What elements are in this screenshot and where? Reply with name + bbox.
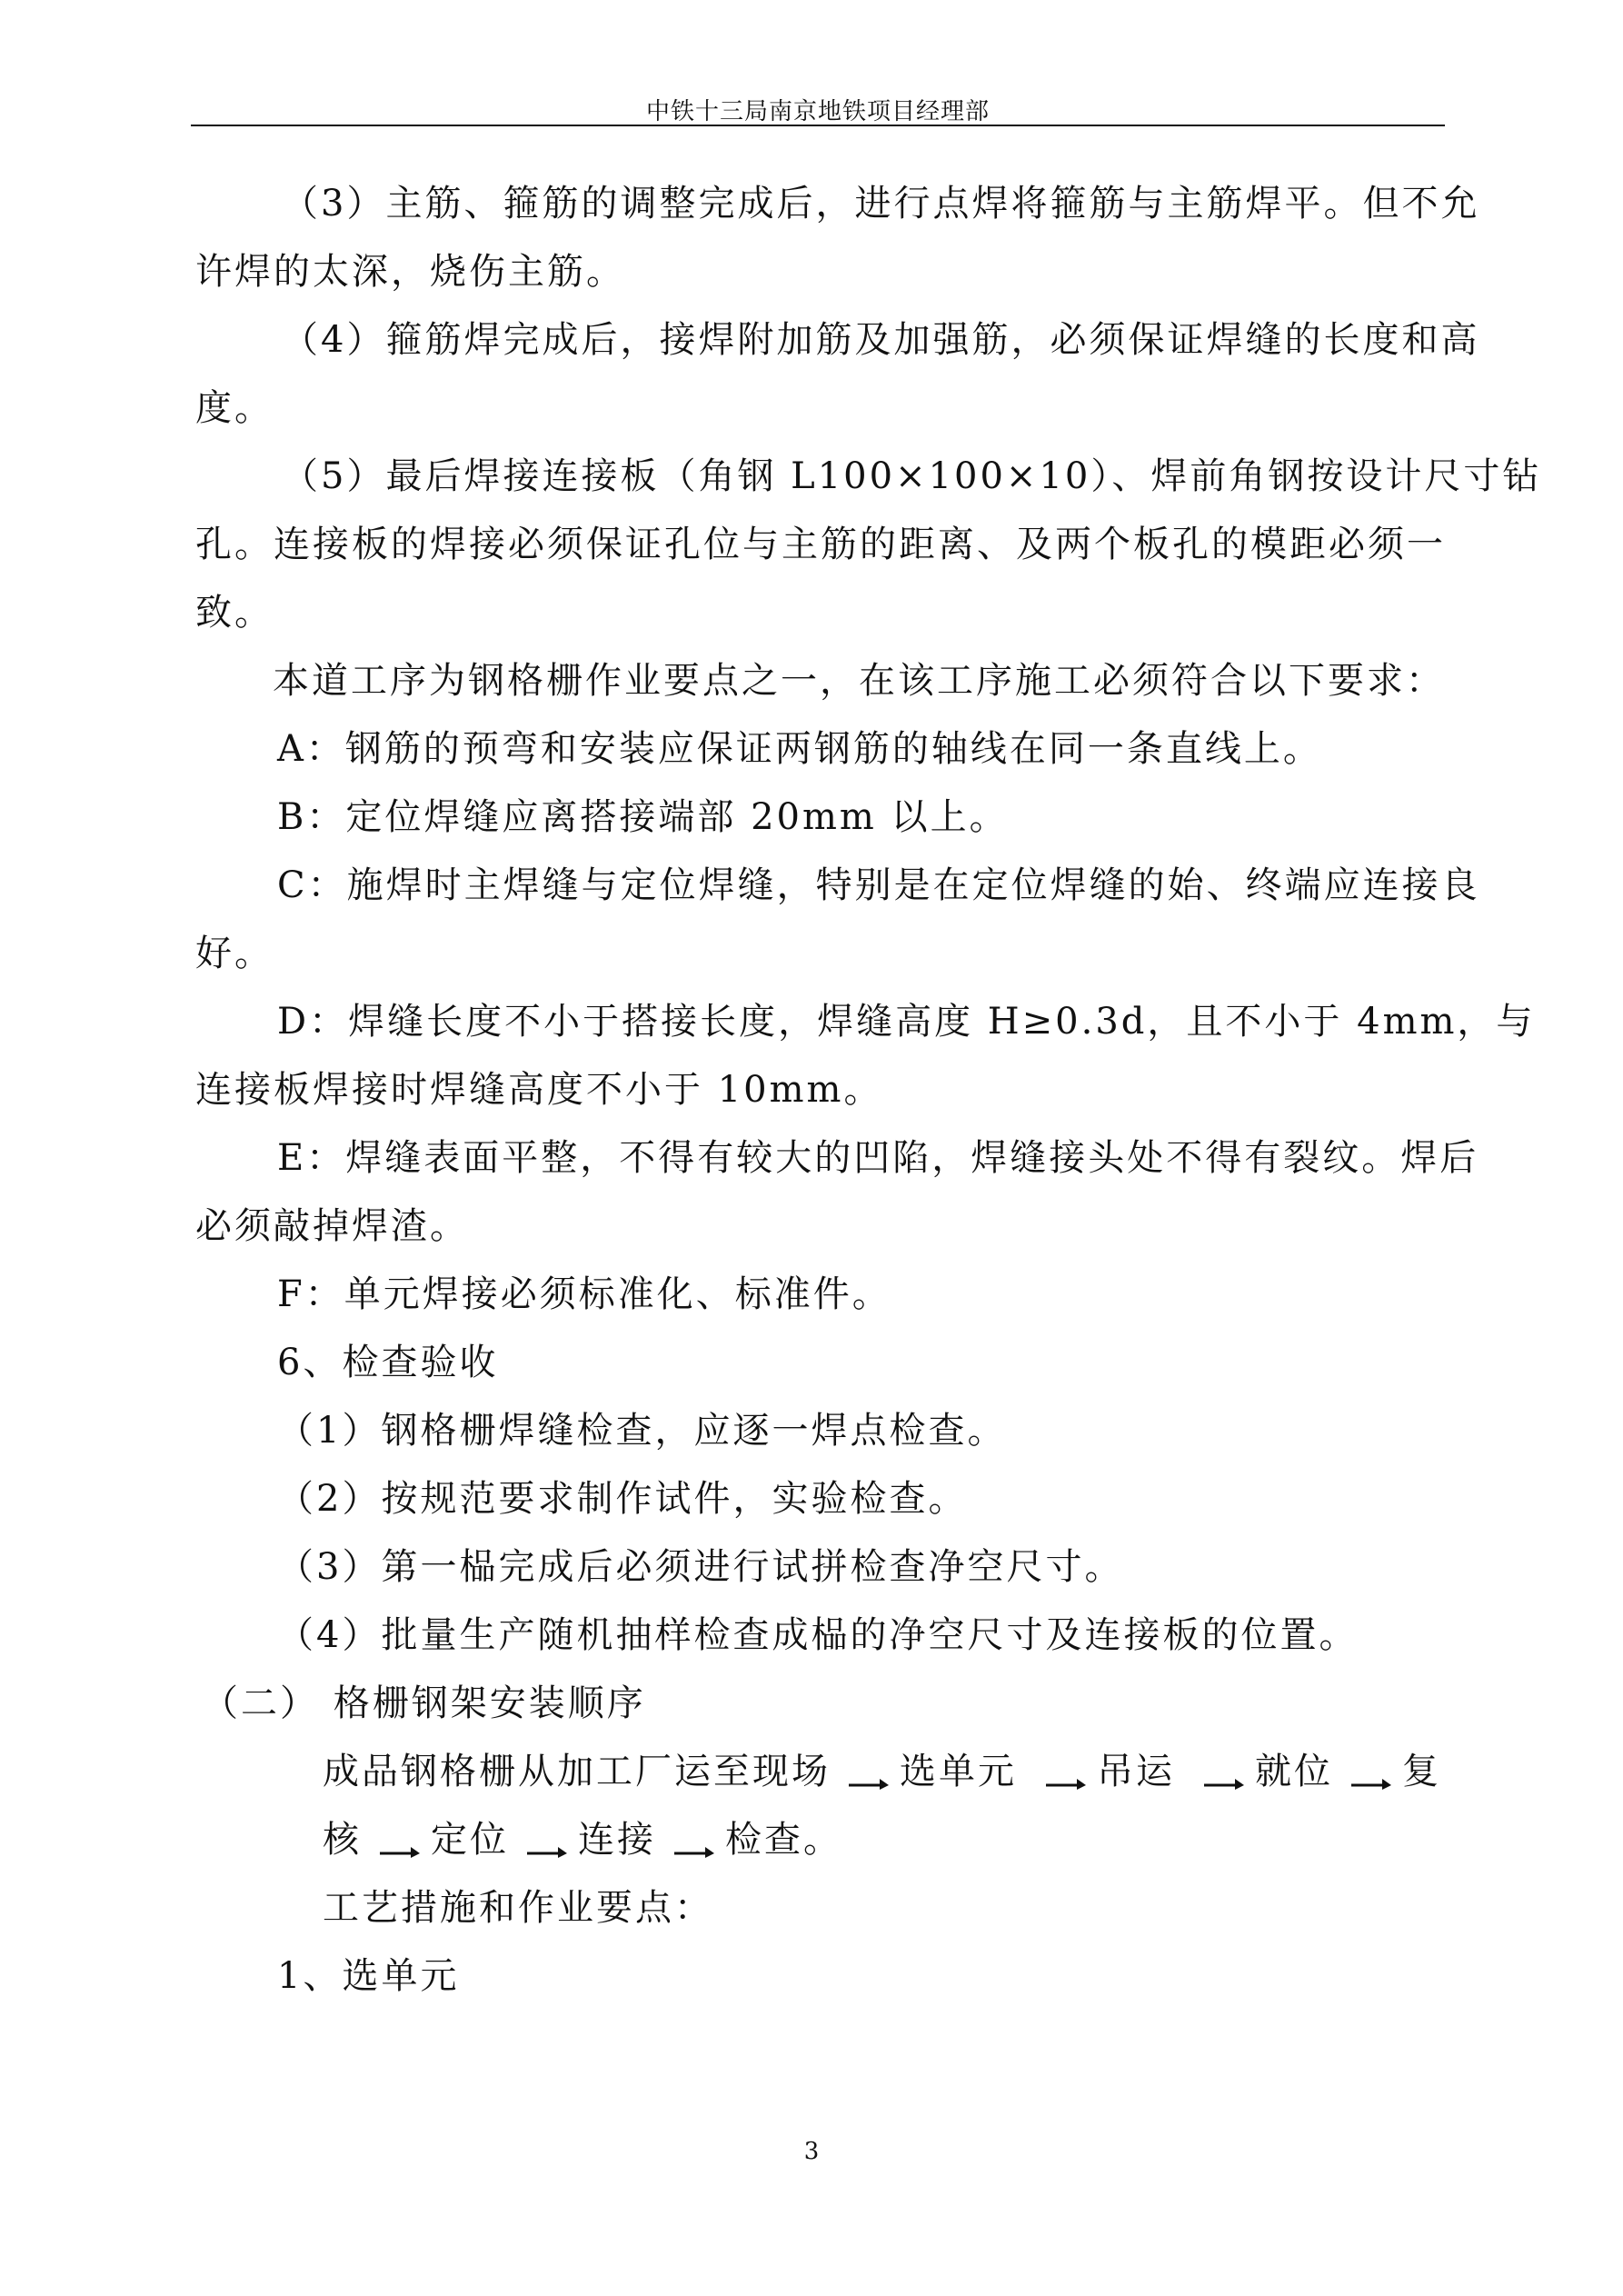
flow-step: 复	[1402, 1751, 1441, 1792]
flow-step: 选单元	[900, 1751, 1017, 1792]
flow-step: 就位	[1255, 1751, 1333, 1792]
paragraph-line: 度。	[195, 387, 274, 429]
paragraph-line: A：钢筋的预弯和安装应保证两钢筋的轴线在同一条直线上。	[277, 728, 1322, 770]
paragraph-line: （3）第一榀完成后必须进行试拼检查净空尺寸。	[277, 1546, 1124, 1588]
header-rule	[191, 125, 1445, 126]
section-heading: （二） 格栅钢架安装顺序	[202, 1682, 646, 1724]
paragraph-line: E：焊缝表面平整，不得有较大的凹陷，焊缝接头处不得有裂纹。焊后	[277, 1137, 1479, 1179]
process-flow-line	[323, 1738, 1449, 1806]
flow-step: 检查。	[725, 1819, 842, 1861]
arrow-right-icon	[378, 1839, 420, 1859]
paragraph-line: 好。	[195, 933, 274, 974]
page-number: 3	[803, 2138, 820, 2165]
paragraph-line: （5）最后焊接连接板（角钢 L100×100×10）、焊前角钢按设计尺寸钻	[282, 455, 1542, 497]
paragraph-line: 工艺措施和作业要点：	[323, 1887, 713, 1929]
paragraph-line: （1）钢格栅焊缝检查，应逐一焊点检查。	[277, 1410, 1007, 1452]
arrow-right-icon	[1044, 1771, 1086, 1791]
flow-step: 定位	[431, 1819, 509, 1861]
paragraph-line: （2）按规范要求制作试件，实验检查。	[277, 1478, 968, 1520]
arrow-right-icon	[1202, 1771, 1244, 1791]
page-header: 中铁十三局南京地铁项目经理部	[645, 98, 990, 125]
paragraph-line: 连接板焊接时焊缝高度不小于 10mm。	[195, 1069, 883, 1111]
paragraph-line: C：施焊时主焊缝与定位焊缝，特别是在定位焊缝的始、终端应连接良	[277, 864, 1480, 906]
paragraph-line: 必须敲掉焊渣。	[195, 1205, 469, 1247]
arrow-right-icon	[1349, 1771, 1391, 1791]
arrow-right-icon	[847, 1771, 889, 1791]
paragraph-line: （4）箍筋焊完成后，接焊附加筋及加强筋，必须保证焊缝的长度和高	[282, 319, 1480, 361]
section-heading: 6、检查验收	[277, 1342, 499, 1383]
paragraph-line: 孔。连接板的焊接必须保证孔位与主筋的距离、及两个板孔的模距必须一	[195, 524, 1446, 565]
paragraph-line: B：定位焊缝应离搭接端部 20mm 以上。	[277, 796, 1009, 838]
process-flow-line	[323, 1806, 1449, 1874]
flow-step: 核	[323, 1819, 362, 1861]
flow-step: 成品钢格栅从加工厂运至现场	[323, 1751, 831, 1792]
flow-step: 连接	[578, 1819, 656, 1861]
paragraph-line: 许焊的太深，烧伤主筋。	[195, 251, 625, 293]
paragraph-line: 本道工序为钢格栅作业要点之一，在该工序施工必须符合以下要求：	[273, 660, 1445, 702]
paragraph-line: D：焊缝长度不小于搭接长度，焊缝高度 H≥0.3d，且不小于 4mm，与	[277, 1001, 1536, 1043]
paragraph-line: （3）主筋、箍筋的调整完成后，进行点焊将箍筋与主筋焊平。但不允	[282, 183, 1480, 225]
section-heading: 1、选单元	[277, 1955, 460, 1997]
paragraph-line: （4）批量生产随机抽样检查成榀的净空尺寸及连接板的位置。	[277, 1614, 1359, 1656]
paragraph-line: F：单元焊接必须标准化、标准件。	[277, 1273, 891, 1315]
arrow-right-icon	[525, 1839, 567, 1859]
paragraph-line: 致。	[195, 592, 274, 634]
arrow-right-icon	[672, 1839, 714, 1859]
flow-step: 吊运	[1097, 1751, 1175, 1792]
